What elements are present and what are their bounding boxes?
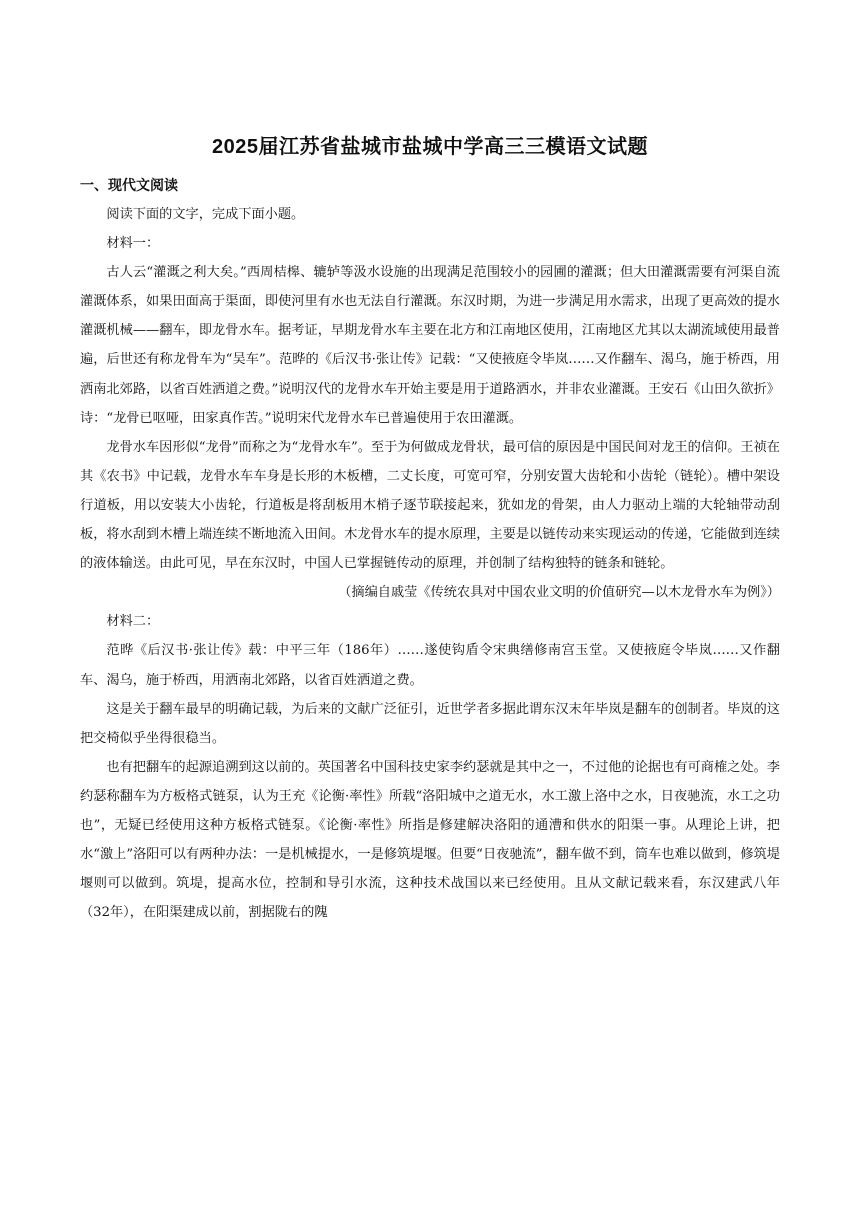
paragraph: 范晔《后汉书·张让传》载：中平三年（186年）……遂使钩盾令宋典缮修南宫玉堂。又使掖庭令毕岚……又作翻车、渴乌，施于桥西，用洒南北郊路，以省百姓洒道之费。 xyxy=(80,643,780,688)
document-title: 2025届江苏省盐城市盐城中学高三三模语文试题 xyxy=(212,136,648,158)
section-heading: 一、现代文阅读 xyxy=(80,177,178,193)
instruction-text: 阅读下面的文字，完成下面小题。 xyxy=(106,207,305,222)
paragraph: 也有把翻车的起源追溯到这以前的。英国著名中国科技史家李约瑟就是其中之一，不过他的论据也有可商榷之处。李约瑟称翻车为方板格式链泵，认为王充《论衡·率性》所载“洛阳城中之道无水，水工激上洛中之水，日夜驰流，水工之功也”，无疑已经使用这种方板格式链泵。《论衡·率性》所指是修建解决洛阳的通漕和供水的阳渠一事。从理论上讲，把水“激上”洛阳可以有两种办法：一是机械提水，一是修筑堤堰。但要“日夜驰流”，翻车做不到，筒车也难以做到，修筑堤堰则可以做到。筑堤，提高水位，控制和导引水流，这种技术战国以来已经使用。且从文献记载来看，东汉建武八年（32年），在阳渠建成以前，割据陇右的隗 xyxy=(80,759,780,921)
source-citation: （摘编自戚莹《传统农具对中国农业文明的价值研究—以木龙骨水车为例》） xyxy=(338,585,780,601)
paragraph: 这是关于翻车最早的明确记载，为后来的文献广泛征引，近世学者多据此谓东汉末年毕岚是翻车的创制者。毕岚的这把交椅似乎坐得很稳当。 xyxy=(80,701,780,746)
document-body xyxy=(80,200,780,927)
material-label: 材料一： xyxy=(106,236,160,252)
paragraph: 古人云“灌溉之利大矣。”西周桔槔、辘轳等汲水设施的出现满足范围较小的园圃的灌溉；但大田灌溉需要有河渠自流灌溉体系，如果田面高于渠面，即使河里有水也无法自行灌溉。东汉时期，为进一步满足用水需求，出现了更高效的提水灌溉机械——翻车，即龙骨水车。据考证，早期龙骨水车主要在北方和江南地区使用，江南地区尤其以太湖流域使用最普遍，后世还有称龙骨车为“吴车”。范晔的《后汉书·张让传》记载：“又使掖庭令毕岚……又作翻车、渴乌，施于桥西，用洒南北郊路，以省百姓洒道之费。”说明汉代的龙骨水车开始主要是用于道路洒水，并非农业灌溉。王安石《山田久欲折》诗：“龙骨已呕哑，田家真作苦。”说明宋代龙骨水车已普遍使用于农田灌溉。 xyxy=(80,265,780,426)
material-label: 材料二： xyxy=(106,614,160,630)
paragraph: 龙骨水车因形似“龙骨”而称之为“龙骨水车”。至于为何做成龙骨状，最可信的原因是中国民间对龙王的信仰。王祯在其《农书》中记载，龙骨水车车身是长形的木板槽，二丈长度，可宽可窄，分别安置大齿轮和小齿轮（链轮）。槽中架设行道板，用以安装大小齿轮，行道板是将刮板用木梢子逐节联接起来，犹如龙的骨架，由人力驱动上端的大轮轴带动刮板，将水刮到木槽上端连续不断地流入田间。木龙骨水车的提水原理，主要是以链传动来实现运动的传递，它能做到连续的液体输送。由此可见，早在东汉时，中国人已掌握链传动的原理，并创制了结构独特的链条和链轮。 xyxy=(80,439,780,572)
